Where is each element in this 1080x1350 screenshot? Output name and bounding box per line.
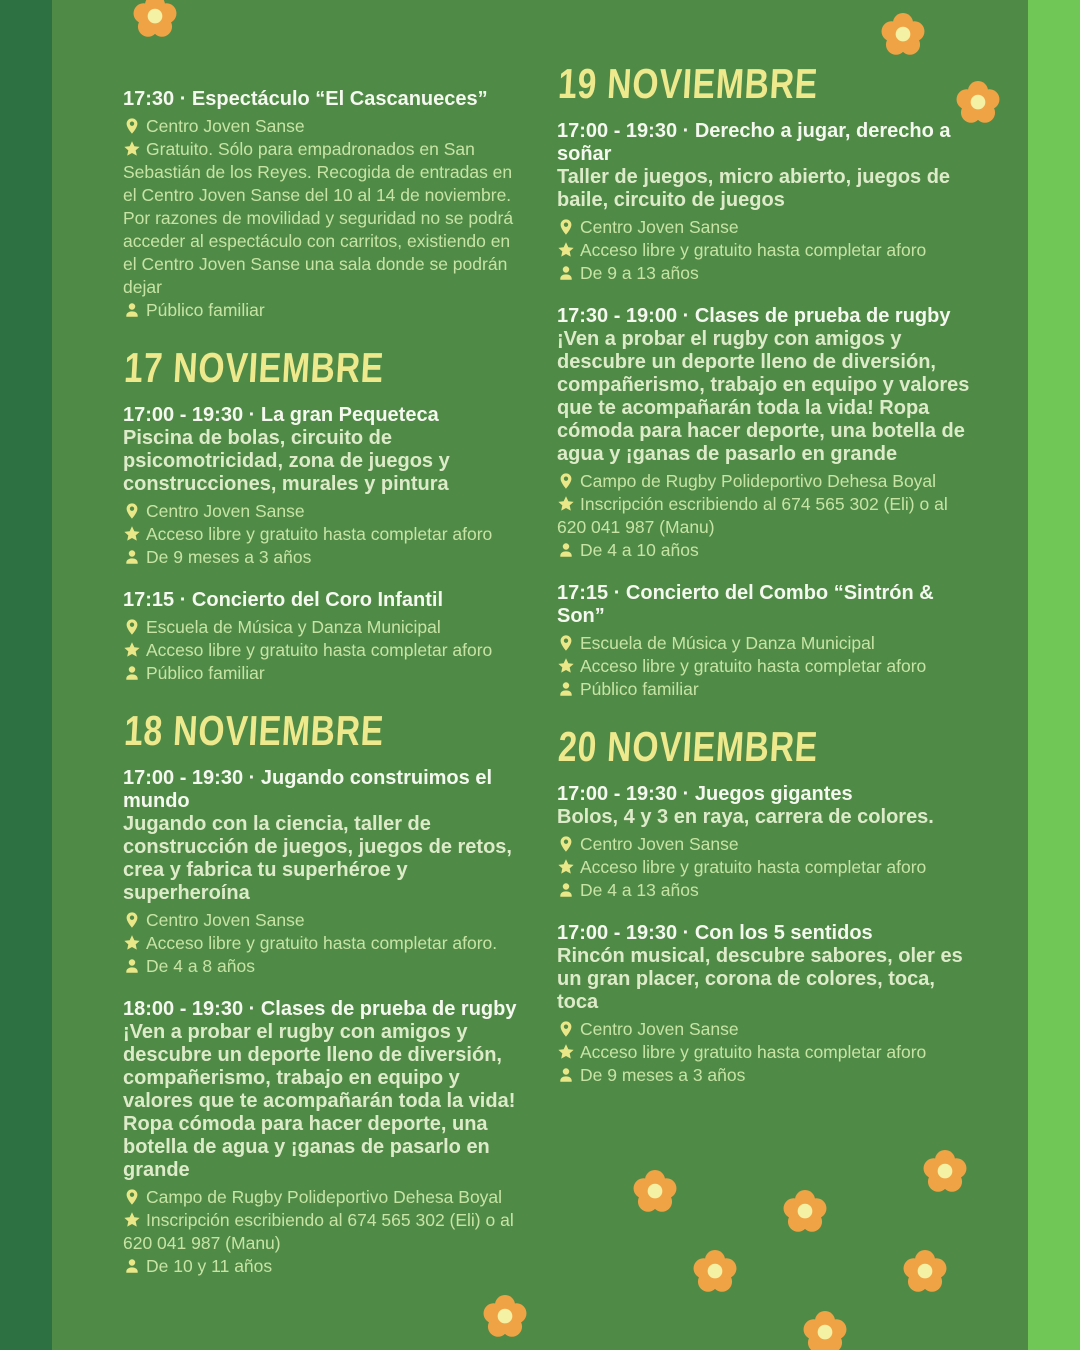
left-edge-stripe: [0, 0, 52, 1350]
event-access: Acceso libre y gratuito hasta completar aforo.: [146, 933, 498, 953]
event-audience-row: [123, 1255, 528, 1278]
program-column-right: [557, 62, 972, 1107]
event-description: Jugando con la ciencia, taller de construcción de juegos, juegos de retos, crea y fabrica tu superhéroe y superheroína: [123, 813, 512, 904]
date-heading-label: 20 NOVIEMBRE: [556, 723, 820, 770]
map-pin-icon: [123, 502, 141, 520]
star-icon: [123, 140, 141, 158]
event-access: Acceso libre y gratuito hasta completar aforo: [580, 240, 927, 260]
event-access-row: [557, 493, 972, 539]
event-access: Inscripción escribiendo al 674 565 302 (Eli) o al 620 041 987 (Manu): [123, 1210, 514, 1253]
person-icon: [557, 541, 575, 559]
event-access: Acceso libre y gratuito hasta completar aforo: [146, 524, 493, 544]
event-location-row: [123, 616, 528, 639]
date-heading: [557, 62, 972, 106]
event-location: Centro Joven Sanse: [146, 116, 305, 136]
event-audience-row: [557, 539, 972, 562]
map-pin-icon: [557, 1020, 575, 1038]
person-icon: [123, 548, 141, 566]
event-access-row: [123, 639, 528, 662]
person-icon: [123, 957, 141, 975]
star-icon: [557, 657, 575, 675]
event-description: Taller de juegos, micro abierto, juegos de baile, circuito de juegos: [557, 166, 951, 211]
event-block: [123, 589, 528, 685]
event-location-row: [123, 909, 528, 932]
event-title: 17:15 · Concierto del Coro Infantil: [123, 589, 444, 611]
event-title: 17:00 - 19:30 · Con los 5 sentidos: [557, 922, 873, 944]
star-icon: [557, 495, 575, 513]
star-icon: [123, 641, 141, 659]
map-pin-icon: [557, 634, 575, 652]
map-pin-icon: [123, 1188, 141, 1206]
date-heading-label: 18 NOVIEMBRE: [122, 707, 386, 754]
event-title: 17:00 - 19:30 · Juegos gigantes: [557, 783, 853, 805]
date-heading-label: 17 NOVIEMBRE: [122, 344, 386, 391]
event-audience-row: [557, 262, 972, 285]
event-location: Campo de Rugby Polideportivo Dehesa Boyal: [146, 1187, 503, 1207]
event-access-row: [557, 655, 972, 678]
event-access: Gratuito. Sólo para empadronados en San Sebastián de los Reyes. Recogida de entradas en el Centro Joven Sanse del 10 al 14 de noviembre. Por razones de movilidad y seguridad no se podrá acceder al espectáculo con carritos, existiendo en el Centro Joven Sanse una sala donde se podrán dejar: [123, 139, 514, 297]
right-edge-stripe: [1028, 0, 1080, 1350]
event-title: 17:15 · Concierto del Combo “Sintrón & Son”: [557, 582, 934, 627]
flower-icon: [633, 1170, 677, 1214]
event-access-row: [123, 138, 528, 299]
event-description: Piscina de bolas, circuito de psicomotricidad, zona de juegos y construcciones, murales y pintura: [123, 427, 450, 495]
map-pin-icon: [123, 117, 141, 135]
event-location: Escuela de Música y Danza Municipal: [146, 617, 441, 637]
event-block: [123, 88, 528, 322]
star-icon: [557, 241, 575, 259]
map-pin-icon: [123, 618, 141, 636]
event-title: 17:30 · Espectáculo “El Cascanueces”: [123, 88, 488, 110]
event-audience: De 4 a 8 años: [146, 956, 255, 976]
event-access: Acceso libre y gratuito hasta completar aforo: [580, 857, 927, 877]
event-location: Centro Joven Sanse: [580, 217, 739, 237]
person-icon: [123, 664, 141, 682]
event-block: [557, 305, 972, 562]
event-description: ¡Ven a probar el rugby con amigos y descubre un deporte lleno de diversión, compañerismo, trabajo en equipo y valores que te acompañarán toda la vida! Ropa cómoda para hacer deporte, una botella de agua y ¡ganas de pasarlo en grande: [557, 328, 970, 465]
event-block: [557, 922, 972, 1087]
event-audience: Público familiar: [146, 663, 265, 683]
date-heading: [123, 709, 528, 753]
event-block: [557, 582, 972, 701]
event-audience-row: [557, 879, 972, 902]
event-audience: De 4 a 13 años: [580, 880, 699, 900]
event-audience: De 10 y 11 años: [146, 1256, 273, 1276]
event-audience-row: [123, 299, 528, 322]
flower-icon: [903, 1250, 947, 1294]
person-icon: [557, 881, 575, 899]
event-access-row: [557, 856, 972, 879]
person-icon: [123, 1257, 141, 1275]
map-pin-icon: [123, 911, 141, 929]
map-pin-icon: [557, 218, 575, 236]
event-location: Centro Joven Sanse: [580, 1019, 739, 1039]
event-audience-row: [123, 546, 528, 569]
star-icon: [557, 858, 575, 876]
event-location-row: [557, 1018, 972, 1041]
event-title: 17:30 - 19:00 · Clases de prueba de rugby: [557, 305, 951, 327]
event-access: Acceso libre y gratuito hasta completar aforo: [580, 1042, 927, 1062]
event-location: Centro Joven Sanse: [146, 501, 305, 521]
event-audience-row: [557, 678, 972, 701]
event-description: ¡Ven a probar el rugby con amigos y descubre un deporte lleno de diversión, compañerismo, trabajo en equipo y valores que te acompañarán toda la vida! Ropa cómoda para hacer deporte, una botella de agua y ¡ganas de pasarlo en grande: [123, 1021, 516, 1181]
event-location-row: [123, 1186, 528, 1209]
event-audience-row: [557, 1064, 972, 1087]
event-title: 17:00 - 19:30 · Jugando construimos el mundo: [123, 767, 492, 812]
event-title: 17:00 - 19:30 · La gran Pequeteca: [123, 404, 439, 426]
star-icon: [123, 934, 141, 952]
event-block: [123, 767, 528, 978]
event-location-row: [557, 470, 972, 493]
event-description: Rincón musical, descubre sabores, oler es un gran placer, corona de colores, toca, toca: [557, 945, 963, 1013]
event-access-row: [557, 1041, 972, 1064]
event-audience: Público familiar: [580, 679, 699, 699]
star-icon: [557, 1043, 575, 1061]
event-access: Acceso libre y gratuito hasta completar aforo: [146, 640, 493, 660]
event-access-row: [123, 523, 528, 546]
flower-icon: [133, 0, 177, 39]
event-access-row: [123, 932, 528, 955]
event-audience: De 9 a 13 años: [580, 263, 699, 283]
person-icon: [557, 1066, 575, 1084]
event-audience: De 4 a 10 años: [580, 540, 699, 560]
event-access: Acceso libre y gratuito hasta completar aforo: [580, 656, 927, 676]
flower-icon: [803, 1311, 847, 1350]
event-access: Inscripción escribiendo al 674 565 302 (Eli) o al 620 041 987 (Manu): [557, 494, 948, 537]
event-location-row: [557, 632, 972, 655]
date-heading: [123, 346, 528, 390]
event-block: [123, 404, 528, 569]
event-audience-row: [123, 955, 528, 978]
flower-icon: [923, 1150, 967, 1194]
event-location-row: [557, 216, 972, 239]
event-audience-row: [123, 662, 528, 685]
event-location-row: [123, 500, 528, 523]
event-block: [557, 120, 972, 285]
map-pin-icon: [557, 835, 575, 853]
person-icon: [557, 264, 575, 282]
event-audience: De 9 meses a 3 años: [146, 547, 312, 567]
star-icon: [123, 525, 141, 543]
event-location-row: [557, 833, 972, 856]
event-title: 17:00 - 19:30 · Derecho a jugar, derecho a soñar: [557, 120, 951, 165]
person-icon: [123, 301, 141, 319]
event-location: Centro Joven Sanse: [580, 834, 739, 854]
event-location: Escuela de Música y Danza Municipal: [580, 633, 875, 653]
event-block: [557, 783, 972, 902]
person-icon: [557, 680, 575, 698]
date-heading: [557, 725, 972, 769]
date-heading-label: 19 NOVIEMBRE: [556, 60, 820, 107]
event-access-row: [123, 1209, 528, 1255]
event-location: Centro Joven Sanse: [146, 910, 305, 930]
event-location: Campo de Rugby Polideportivo Dehesa Boyal: [580, 471, 937, 491]
event-block: [123, 998, 528, 1278]
flower-icon: [881, 13, 925, 57]
event-location-row: [123, 115, 528, 138]
event-access-row: [557, 239, 972, 262]
flower-icon: [693, 1250, 737, 1294]
program-column-left: [123, 88, 528, 1298]
map-pin-icon: [557, 472, 575, 490]
flower-icon: [783, 1190, 827, 1234]
event-audience: Público familiar: [146, 300, 265, 320]
event-title: 18:00 - 19:30 · Clases de prueba de rugby: [123, 998, 517, 1020]
star-icon: [123, 1211, 141, 1229]
flower-icon: [483, 1295, 527, 1339]
event-audience: De 9 meses a 3 años: [580, 1065, 746, 1085]
event-description: Bolos, 4 y 3 en raya, carrera de colores.: [557, 806, 934, 828]
